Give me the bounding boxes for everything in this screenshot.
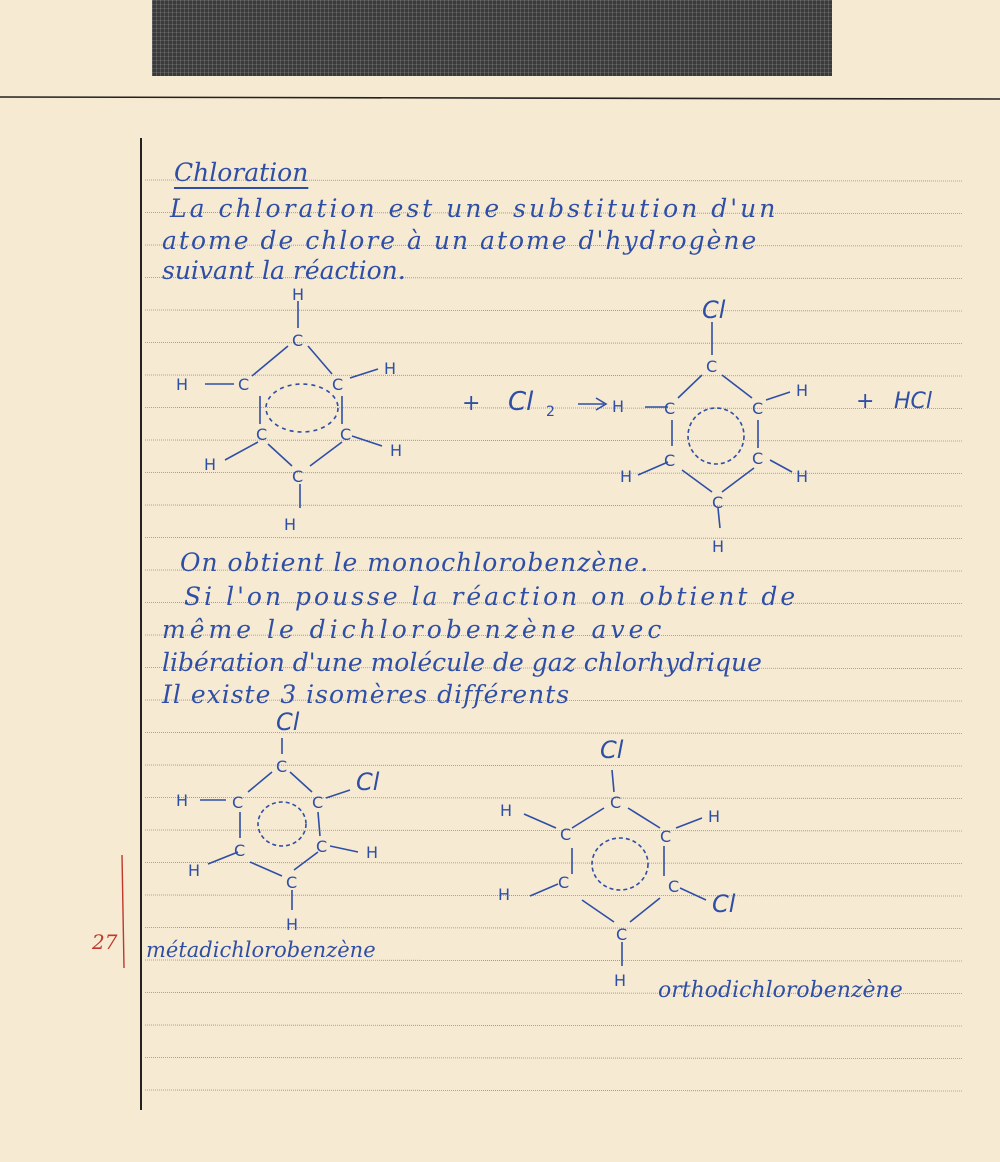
isomer-label-ortho: orthodichlorobenzène [658,978,903,1003]
meta-c-left: C [232,793,244,812]
meta-h-lower-left: H [188,861,201,880]
text-line-1: On obtient le monochlorobenzène. [180,548,650,577]
ortho-c-left: C [560,825,572,844]
isomer-label-meta: métadichlorobenzène [146,938,376,962]
meta-c-lower-left: C [234,841,246,860]
paragraph-line-2: atome de chlore à un atome d'hydrogène [162,226,759,255]
meta-cl-right: Cl [356,768,380,796]
ortho-c-right: C [660,827,672,846]
cb-atom-c-lower-right: C [752,449,764,468]
ortho-h-lower-left: H [498,885,511,904]
cb-atom-h-bottom: H [712,537,725,556]
meta-cl-top: Cl [276,708,300,736]
atom-h-lower-right: H [390,441,403,460]
atom-c-lower-right: C [340,425,352,444]
paragraph-line-1: La chloration est une substitution d'un [170,194,779,223]
meta-h-left: H [176,791,189,810]
atom-h-lower-left: H [204,455,217,474]
ortho-c-bottom: C [616,925,628,944]
margin-note: 27 [92,930,118,954]
meta-h-lower-right: H [366,843,379,862]
reagent-cl: Cl [508,387,534,417]
section-title: Chloration [174,158,309,187]
ortho-h-left: H [500,801,513,820]
atom-c-left: C [238,375,250,394]
cb-atom-c-lower-left: C [664,451,676,470]
atom-c-bottom: C [292,467,304,486]
paragraph-line-3: suivant la réaction. [162,256,406,285]
cb-atom-c-bottom: C [712,493,724,512]
meta-c-right: C [312,793,324,812]
ortho-c-lower-right: C [668,877,680,896]
atom-c-lower-left: C [256,425,268,444]
meta-h-bottom: H [286,915,299,934]
atom-h-left: H [176,375,189,394]
cb-atom-h-left: H [612,397,625,416]
reaction-arrow-text: →. [574,395,595,416]
byproduct-hcl: HCl [894,389,933,414]
atom-h-bottom: H [284,515,297,534]
ortho-cl-lower-right: Cl [712,890,736,918]
atom-h-top: H [292,285,305,304]
ortho-h-bottom: H [614,971,627,990]
text-line-4: libération d'une molécule de gaz chlorhydrique [162,648,762,677]
ortho-c-top: C [610,793,622,812]
atom-cl-top: Cl [702,296,726,324]
cb-atom-c-top: C [706,357,718,376]
reaction-plus-2: + [856,389,875,414]
meta-c-bottom: C [286,873,298,892]
cb-atom-h-right: H [796,381,809,400]
text-line-3: même le dichlorobenzène avec [162,615,666,644]
ortho-h-right: H [708,807,721,826]
meta-c-lower-right: C [316,837,328,856]
atom-c-top: C [292,331,304,350]
cb-atom-c-left: C [664,399,676,418]
atom-c-right: C [332,375,344,394]
cb-atom-c-right: C [752,399,764,418]
text-line-2: Si l'on pousse la réaction on obtient de [184,582,799,611]
ortho-c-lower-left: C [558,873,570,892]
cb-atom-h-lower-right: H [796,467,809,486]
text-line-5: Il existe 3 isomères différents [162,680,571,709]
reagent-subscript: 2 [546,404,555,420]
ortho-cl-top: Cl [600,736,624,764]
reaction-plus-1: + [462,391,481,416]
atom-h-right: H [384,359,397,378]
cb-atom-h-lower-left: H [620,467,633,486]
meta-c-top: C [276,757,288,776]
